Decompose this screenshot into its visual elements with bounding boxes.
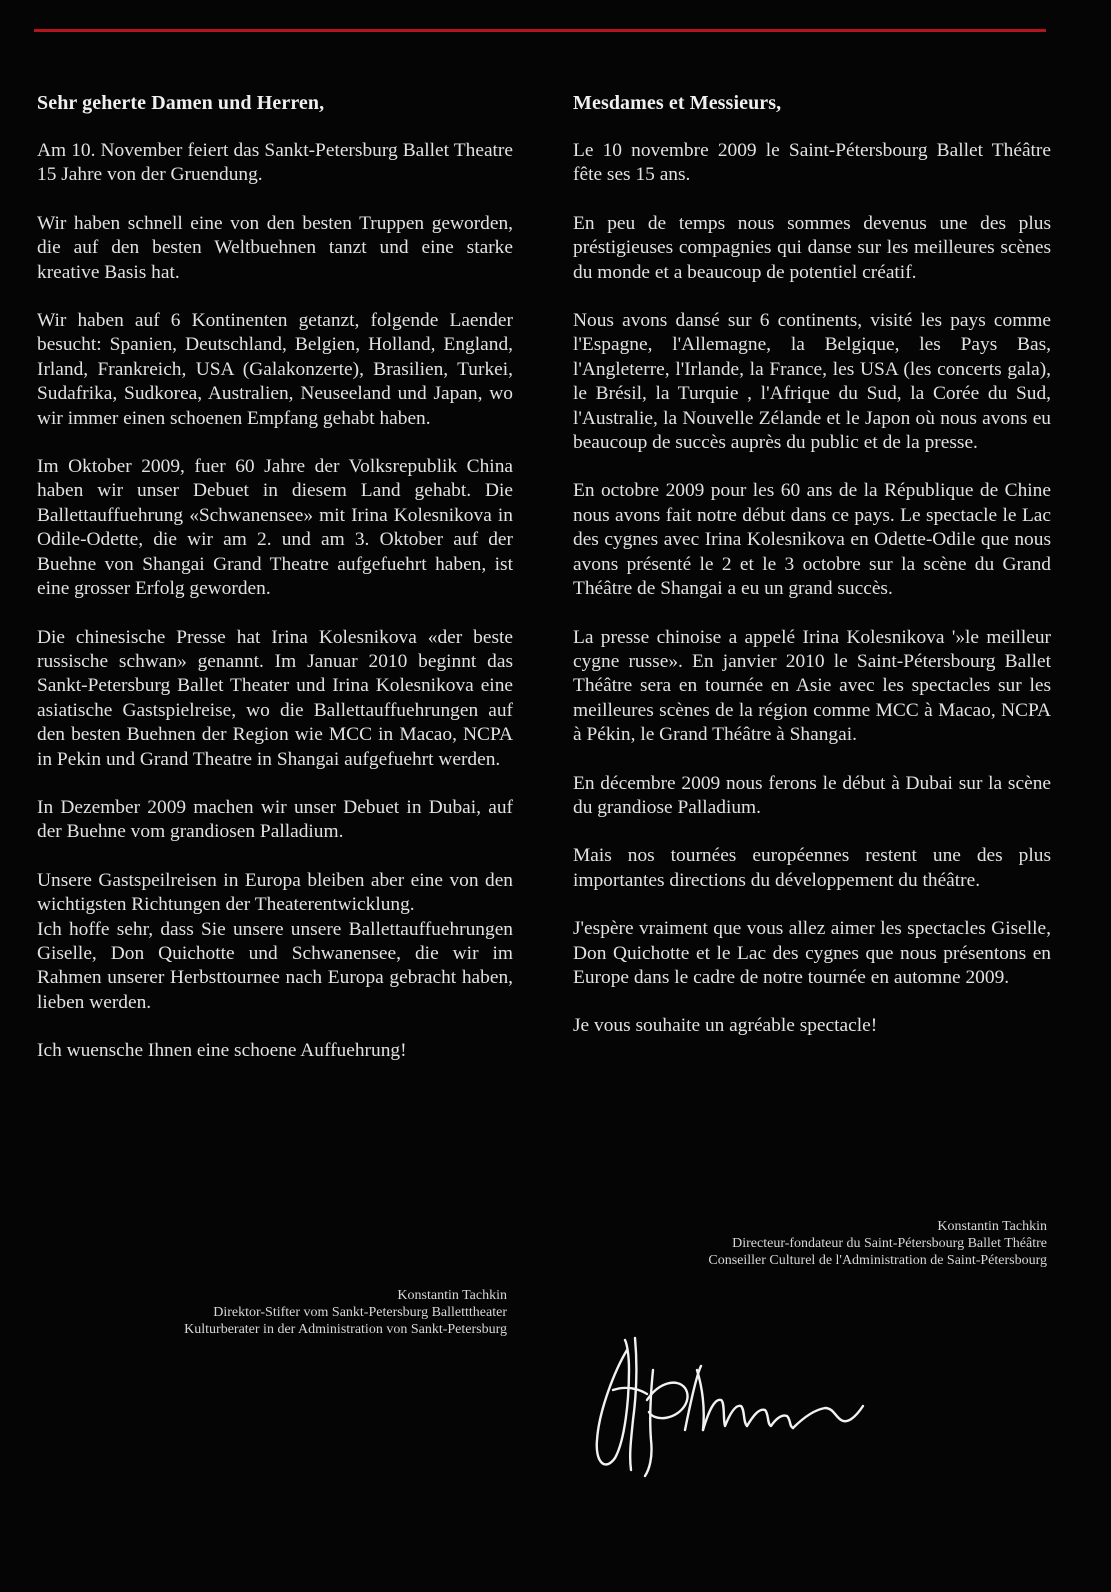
german-paragraph: Am 10. November feiert das Sankt-Petersburg Ballet Theatre 15 Jahre von der Gruendung. xyxy=(37,140,513,186)
french-signatory-title: Conseiller Culturel de l'Administration de Saint-Pétersbourg xyxy=(708,1253,1047,1268)
french-closing: Je vous souhaite un agréable spectacle! xyxy=(573,1015,878,1037)
german-paragraph: Im Oktober 2009, fuer 60 Jahre der Volksrepublik China haben wir unser Debuet in diesem Land gehabt. Die Ballettauffuehrung «Schwanensee» mit Irina Kolesnikova in Odile-Odette, die wir am 2. und am 3. Oktober auf der Buehne von Shangai Grand Theatre aufgefuehrt haben, ist eine grosser Erfolg geworden. xyxy=(37,456,513,600)
french-paragraph: Nous avons dansé sur 6 continents, visité les pays comme l'Espagne, l'Allemagne, la Belgique, les Pays Bas, l'Angleterre, l'Irlande, la France, les USA (les concerts gala), le Brésil, la Turquie , l'Afrique du Sud, la Corée du Sud, l'Australie, la Nouvelle Zélande et le Japon où nous avons eu beaucoup de succès auprès du public et de la presse. xyxy=(573,310,1051,454)
handwritten-signature xyxy=(585,1330,915,1480)
french-paragraph: En peu de temps nous sommes devenus une des plus préstigieuses compagnies qui danse sur les meilleures scènes du monde et a beaucoup de potentiel créatif. xyxy=(573,212,1051,283)
french-paragraph: Le 10 novembre 2009 le Saint-Pétersbourg Ballet Théâtre fête ses 15 ans. xyxy=(573,140,1051,186)
german-paragraph: In Dezember 2009 machen wir unser Debuet in Dubai, auf der Buehne vom grandiosen Palladium. xyxy=(37,796,513,843)
german-column xyxy=(37,92,513,1088)
german-paragraph: Die chinesische Presse hat Irina Kolesnikova «der beste russische schwan» genannt. Im Januar 2010 beginnt das Sankt-Petersburg Ballet Theater und Irina Kolesnikova eine asiatische Gastspielreise, wo die Ballettauffuehrungen auf den besten Buehnen der Region wie MCC in Macao, NCPA in Pekin und Grand Theatre in Shangai aufgefuehrt werden. xyxy=(37,626,513,770)
german-salutation: Sehr geherte Damen und Herren, xyxy=(37,92,325,114)
french-column xyxy=(573,92,1051,1063)
french-paragraph: La presse chinoise a appelé Irina Kolesnikova '»le meilleur cygne russe». En janvier 2010 le Saint-Pétersbourg Ballet Théâtre sera en tournée en Asie avec les spectacles sur les meilleures scènes de la région comme MCC à Macao, NCPA à Pékin, le Grand Théâtre à Shangai. xyxy=(573,626,1051,746)
french-paragraph: En décembre 2009 nous ferons le début à Dubai sur la scène du grandiose Palladium. xyxy=(573,772,1051,818)
french-paragraph: J'espère vraiment que vous allez aimer les spectacles Giselle, Don Quichotte et le Lac des cygnes que nous présentons en Europe dans le cadre de notre tournée en automne 2009. xyxy=(573,918,1051,988)
german-paragraph: Wir haben auf 6 Kontinenten getanzt, folgende Laender besucht: Spanien, Deutschland, Belgien, Holland, England, Irland, Frankreich, USA (Galakonzerte), Brasilien, Turkei, Sudafrika, Sudkorea, Australien, Neuseeland und Japan, wo wir immer einen schoenen Empfang gehabt haben. xyxy=(37,310,513,429)
german-signatory-title: Kulturberater in der Administration von Sankt-Petersburg xyxy=(184,1322,507,1337)
french-signatory-name: Konstantin Tachkin xyxy=(937,1219,1047,1234)
french-paragraph: En octobre 2009 pour les 60 ans de la République de Chine nous avons fait notre début dans ce pays. Le spectacle le Lac des cygnes avec Irina Kolesnikova en Odette-Odile que nous avons présenté le 2 et le 3 octobre sur la scène du Grand Théâtre de Shangai a eu un grand succès. xyxy=(573,480,1051,600)
french-paragraph: Mais nos tournées européennes restent une des plus importantes directions du développement du théâtre. xyxy=(573,845,1051,891)
german-closing: Ich wuensche Ihnen eine schoene Auffuehrung! xyxy=(37,1040,407,1062)
german-paragraph-hope: Ich hoffe sehr, dass Sie unsere unsere Ballettauffuehrungen Giselle, Don Quichotte und Schwanensee, die wir im Rahmen unserer Herbsttournee nach Europa gebracht haben, lieben werden. xyxy=(37,918,513,1013)
german-signatory-name: Konstantin Tachkin xyxy=(397,1288,507,1303)
german-paragraph: Wir haben schnell eine von den besten Truppen geworden, die auf den besten Weltbuehnen tanzt und eine starke kreative Basis hat. xyxy=(37,212,513,283)
top-red-rule xyxy=(34,29,1046,32)
german-signatory-block xyxy=(37,1287,507,1338)
german-signatory-title: Direktor-Stifter vom Sankt-Petersburg Balletttheater xyxy=(213,1305,507,1320)
french-signatory-block xyxy=(573,1218,1047,1269)
french-salutation: Mesdames et Messieurs, xyxy=(573,92,782,114)
french-signatory-title: Directeur-fondateur du Saint-Pétersbourg Ballet Théâtre xyxy=(732,1236,1047,1251)
german-paragraph-europe: Unsere Gastspeilreisen in Europa bleiben aber eine von den wichtigsten Richtungen der Theaterentwicklung. xyxy=(37,869,513,916)
